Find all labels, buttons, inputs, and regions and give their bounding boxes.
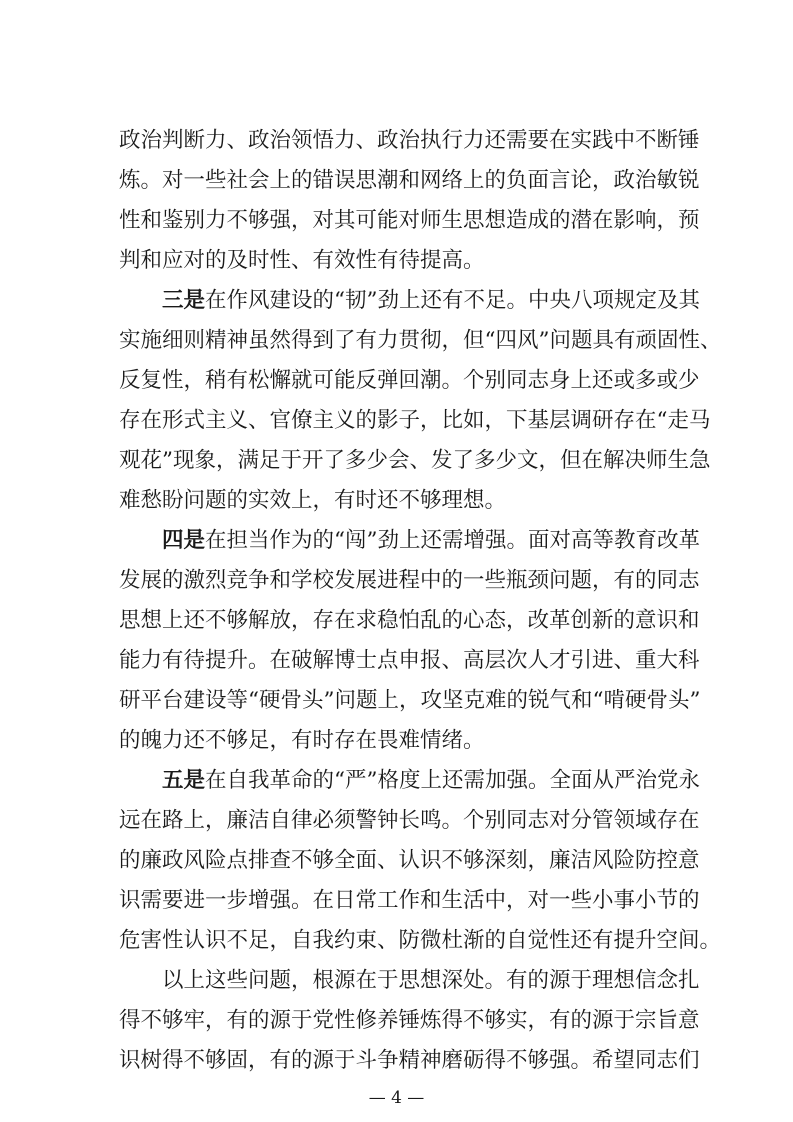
- text-line: 存在形式主义、官僚主义的影子，比如，下基层调研存在“走马: [119, 408, 711, 433]
- text-line: 观花”现象，满足于开了多少会、发了多少文，但在解决师生急: [119, 448, 711, 473]
- paragraph-lead: 三是: [162, 288, 206, 313]
- paragraph-first-line: [162, 286, 701, 316]
- text-line: 在自我革命的“严”格度上还需加强。全面从严治党永: [205, 768, 701, 793]
- paragraph-lead: 五是: [162, 768, 206, 793]
- text-line: 的魄力还不够足，有时存在畏难情绪。: [119, 728, 485, 753]
- text-line: 炼。对一些社会上的错误思潮和网络上的负面言论，政治敏锐: [119, 168, 700, 193]
- text-line: 在作风建设的“韧”劲上还有不足。中央八项规定及其: [205, 288, 701, 313]
- paragraph-first-line: [162, 766, 701, 796]
- paragraph-lead: 四是: [162, 528, 206, 553]
- text-line: 危害性认识不足，自我约束、防微杜渐的自觉性还有提升空间。: [119, 928, 722, 953]
- text-line: 政治判断力、政治领悟力、政治执行力还需要在实践中不断锤: [119, 128, 700, 153]
- text-line: 判和应对的及时性、有效性有待提高。: [119, 248, 485, 273]
- text-line: 研平台建设等“硬骨头”问题上，攻坚克难的锐气和“啃硬骨头”: [119, 688, 701, 713]
- paragraph-first-line: [162, 526, 701, 556]
- text-line: 远在路上，廉洁自律必须警钟长鸣。个别同志对分管领域存在: [119, 808, 700, 833]
- text-line: 反复性，稍有松懈就可能反弹回潮。个别同志身上还或多或少: [119, 368, 700, 393]
- text-line: 性和鉴别力不够强，对其可能对师生思想造成的潜在影响，预: [119, 208, 700, 233]
- text-line: 识树得不够固，有的源于斗争精神磨砺得不够强。希望同志们: [119, 1048, 700, 1073]
- text-line: 得不够牢，有的源于党性修养锤炼得不够实，有的源于宗旨意: [119, 1008, 700, 1033]
- text-line: 实施细则精神虽然得到了有力贯彻，但“四风”问题具有顽固性、: [119, 328, 722, 353]
- text-line: 以上这些问题，根源在于思想深处。有的源于理想信念扎: [162, 968, 700, 993]
- text-line: 在担当作为的“闯”劲上还需增强。面对高等教育改革: [205, 528, 701, 553]
- page-number: — 4 —: [368, 1088, 425, 1108]
- text-line: 的廉政风险点排查不够全面、认识不够深刻，廉洁风险防控意: [119, 848, 700, 873]
- text-line: 难愁盼问题的实效上，有时还不够理想。: [119, 488, 507, 513]
- text-line: 识需要进一步增强。在日常工作和生活中，对一些小事小节的: [119, 888, 700, 913]
- text-line: 思想上还不够解放，存在求稳怕乱的心态，改革创新的意识和: [119, 608, 700, 633]
- text-line: 能力有待提升。在破解博士点申报、高层次人才引进、重大科: [119, 648, 700, 673]
- text-line: 发展的激烈竞争和学校发展进程中的一些瓶颈问题，有的同志: [119, 568, 700, 593]
